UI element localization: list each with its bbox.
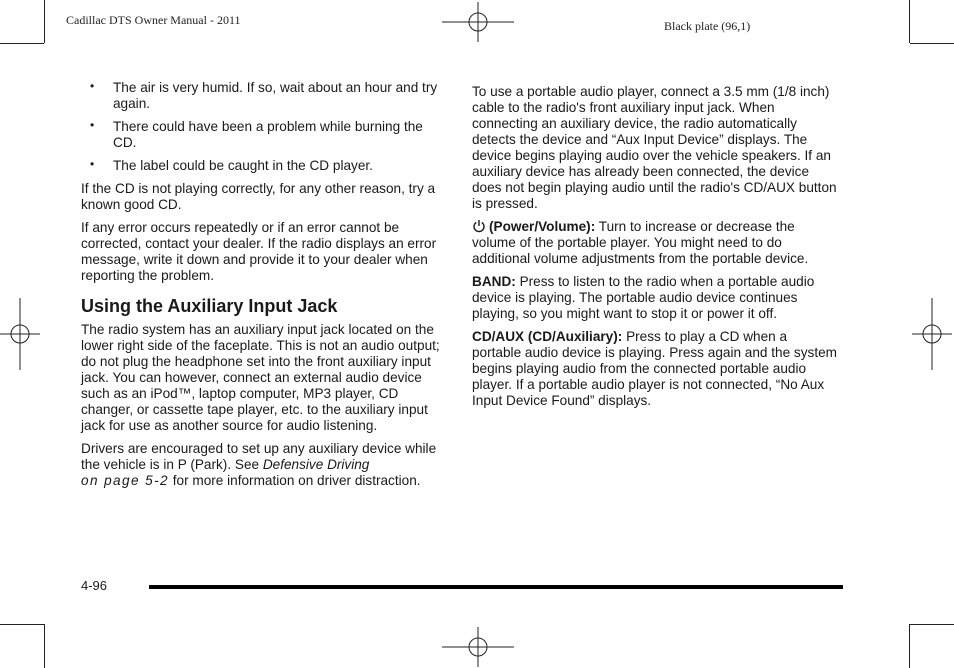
- list-item: • The air is very humid. If so, wait about an hour and try again.: [90, 79, 438, 111]
- page-number: 4-96: [81, 578, 108, 593]
- registration-mark-icon: [442, 2, 514, 42]
- paragraph: (Power/Volume): Turn to increase or decrease the volume of the portable player. You might need to do additional volume adjustments from the portable device.: [472, 219, 809, 266]
- bullet-icon: •: [90, 79, 95, 93]
- crop-mark: [0, 624, 44, 625]
- crop-mark: [910, 624, 954, 625]
- left-column: [81, 80, 449, 496]
- section-heading: Using the Auxiliary Input Jack: [81, 296, 338, 316]
- list-item: • There could have been a problem while burning the CD.: [90, 118, 423, 150]
- registration-mark-icon: [0, 298, 40, 370]
- crop-mark: [0, 43, 44, 44]
- crop-mark: [909, 624, 910, 668]
- crop-mark: [909, 0, 910, 43]
- cross-reference-page[interactable]: on page 5-2: [81, 473, 169, 488]
- paragraph: Drivers are encouraged to set up any auxiliary device while the vehicle is in P (Park). See Defensive Driving on page 5-2 for more information on driver distraction.: [81, 441, 437, 488]
- registration-mark-icon: [442, 627, 514, 667]
- footer-rule: [149, 585, 843, 589]
- crop-mark: [44, 0, 45, 43]
- bullet-icon: •: [90, 157, 95, 171]
- paragraph: BAND: Press to listen to the radio when a portable audio device is playing. The portable audio device continues playing, so you might want to stop it or power it off.: [472, 274, 815, 321]
- registration-mark-icon: [912, 298, 952, 370]
- power-icon: [472, 219, 486, 233]
- header-plate: Black plate (96,1): [664, 19, 751, 33]
- bullet-icon: •: [90, 118, 95, 132]
- paragraph: CD/AUX (CD/Auxiliary): Press to play a CD when a portable audio device is playing. Press again and the system begins playing audio from the connected portable audio player. If a portable audio player is not connected, “No Aux Input Device Found” displays.: [472, 329, 837, 408]
- crop-mark: [44, 624, 45, 668]
- paragraph: To use a portable audio player, connect a 3.5 mm (1/8 inch) cable to the radio's front auxiliary input jack. When connecting an auxiliary device, the radio automatically detects the device and “Aux Input Device” displays. The device begins playing audio over the vehicle speakers. If an auxiliary device has already been connected, the device does not begin playing audio until the radio's CD/AUX button is pressed.: [472, 84, 837, 211]
- right-column: [472, 84, 838, 416]
- header-title: Cadillac DTS Owner Manual - 2011: [66, 13, 241, 27]
- list-item: • The label could be caught in the CD player.: [90, 157, 373, 173]
- paragraph: If any error occurs repeatedly or if an error cannot be corrected, contact your dealer. If the radio displays an error message, write it down and provide it to your dealer when reporting the problem.: [81, 220, 437, 283]
- paragraph: The radio system has an auxiliary input jack located on the lower right side of the faceplate. This is not an audio output; do not plug the headphone set into the front auxiliary input jack. You can however, connect an external audio device such as an iPod™, laptop computer, MP3 player, CD changer, or cassette tape player, etc. to the auxiliary input jack for use as another source for audio listening.: [81, 322, 440, 433]
- crop-mark: [910, 43, 954, 44]
- cross-reference-link[interactable]: Defensive Driving: [262, 457, 370, 472]
- paragraph: If the CD is not playing correctly, for any other reason, try a known good CD.: [81, 181, 436, 212]
